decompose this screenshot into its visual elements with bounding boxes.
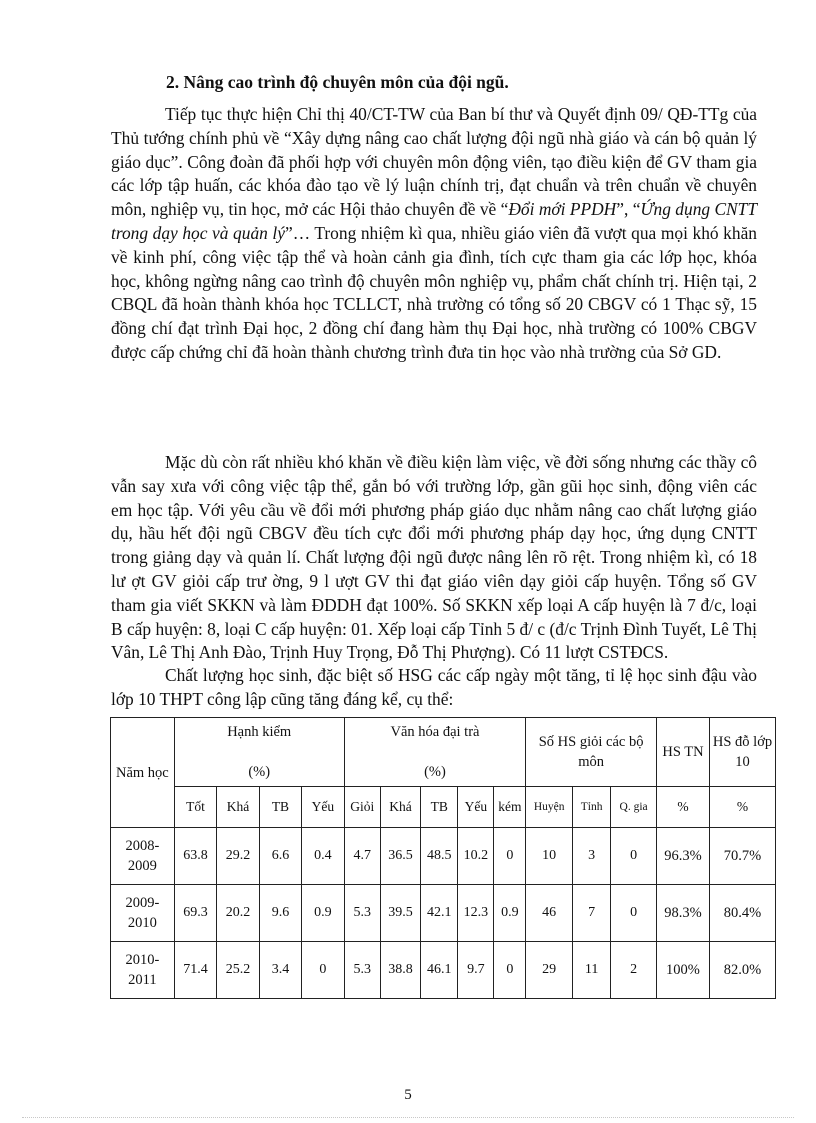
year-cell [111, 828, 175, 885]
subheader-gifted-national: Q. gia [611, 787, 657, 828]
culture-poor-value: 0 [494, 828, 526, 885]
paragraph-student-quality [111, 664, 757, 712]
subheader-gifted-district: Huyện [526, 787, 573, 828]
page-number: 5 [404, 1087, 412, 1103]
conduct-fair-value: 25.2 [217, 942, 259, 999]
table-row [111, 942, 776, 999]
culture-poor-value: 0 [494, 942, 526, 999]
culture-fair-value: 36.5 [380, 828, 420, 885]
student-results-table [110, 717, 776, 999]
table-header-row [111, 718, 776, 787]
conduct-weak-value: 0 [302, 942, 344, 999]
subheader-gifted-province: Tỉnh [573, 787, 611, 828]
subheader-culture-weak: Yếu [458, 787, 494, 828]
conduct-good-value: 71.4 [174, 942, 216, 999]
culture-weak-value: 9.7 [458, 942, 494, 999]
paragraph-2-text: Mặc dù còn rất nhiều khó khăn về điều kiện làm việc, về đời sống nhưng các thầy cô vẫn say xưa với công việc tập thể, gắn bó với trường lớp, gần gũi học sinh, động viên các em học tập. Với yêu cầu về đổi mới phương pháp giáo dục nhằm nâng cao chất lượng giáo dụ, hầu hết đội ngũ CBGV đều tích cực đổi mới phương pháp dạy học, ứng dụng CNTT trong giảng dạy và quản lí. Chất lượng đội ngũ được nâng lên rõ rệt. Trong nhiệm kì, có 18 lư ợt GV giỏi cấp trư ờng, 9 l ượt GV thi đạt giáo viên dạy giỏi cấp huyện. Tổng số GV tham gia viết SKKN và làm ĐDDH đạt 100%. Số SKKN xếp loại A cấp huyện là 7 đ/c, loại B cấp huyện: 8, loại C cấp huyện: 01. Xếp loại cấp Tỉnh 5 đ/ c (đ/c Trịnh Đình Tuyết, Lê Thị Vân, Lê Thị Anh Đào, Trịnh Huy Trọng, Đỗ Thị Phượng). Có 11 lượt CSTĐCS. [111, 452, 757, 663]
year-header: Năm học [111, 718, 175, 828]
culture-poor-value: 0.9 [494, 885, 526, 942]
paragraph-1-text-b: ”, “ [616, 199, 641, 220]
gifted-province-value: 3 [573, 828, 611, 885]
table-row [111, 828, 776, 885]
conduct-fair-value: 29.2 [217, 828, 259, 885]
conduct-header-unit: (%) [248, 764, 271, 780]
conduct-weak-value: 0.4 [302, 828, 344, 885]
gifted-header: Số HS giỏi các bộ môn [526, 718, 657, 787]
subheader-culture-poor: kém [494, 787, 526, 828]
table-subheader-row [111, 787, 776, 828]
gifted-district-value: 29 [526, 942, 573, 999]
culture-header [344, 718, 526, 787]
conduct-header-title: Hạnh kiểm [227, 724, 292, 740]
culture-average-value: 46.1 [421, 942, 458, 999]
subheader-conduct-fair: Khá [217, 787, 259, 828]
subheader-conduct-weak: Yếu [302, 787, 344, 828]
year-cell [111, 885, 175, 942]
conduct-fair-value: 20.2 [217, 885, 259, 942]
gifted-district-value: 46 [526, 885, 573, 942]
culture-excellent-value: 5.3 [344, 885, 380, 942]
subheader-conduct-average: TB [259, 787, 301, 828]
subheader-conduct-good: Tốt [174, 787, 216, 828]
paragraph-3-text: Chất lượng học sinh, đặc biệt số HSG các cấp ngày một tăng, tỉ lệ học sinh đậu vào lớp 10 THPT công lập cũng tăng đáng kể, cụ thể: [111, 665, 757, 709]
gifted-national-value: 0 [611, 885, 657, 942]
gifted-national-value: 2 [611, 942, 657, 999]
subheader-culture-excellent: Giỏi [344, 787, 380, 828]
culture-fair-value: 38.8 [380, 942, 420, 999]
conduct-good-value: 69.3 [174, 885, 216, 942]
culture-excellent-value: 5.3 [344, 942, 380, 999]
subheader-grade10-percent: % [710, 787, 776, 828]
grade10-value: 70.7% [710, 828, 776, 885]
conduct-average-value: 9.6 [259, 885, 301, 942]
italic-topic-ppdh: Đổi mới PPDH [508, 199, 617, 220]
conduct-weak-value: 0.9 [302, 885, 344, 942]
subheader-culture-fair: Khá [380, 787, 420, 828]
culture-weak-value: 10.2 [458, 828, 494, 885]
grade10-value: 82.0% [710, 942, 776, 999]
gifted-district-value: 10 [526, 828, 573, 885]
graduation-value: 98.3% [656, 885, 709, 942]
graduation-value: 96.3% [656, 828, 709, 885]
year-start: 2008- [125, 838, 160, 854]
year-start: 2009- [125, 895, 160, 911]
page-bottom-rule [22, 1117, 794, 1118]
gifted-national-value: 0 [611, 828, 657, 885]
year-start: 2010- [125, 952, 160, 968]
gifted-province-value: 7 [573, 885, 611, 942]
year-end: 2010 [127, 915, 157, 931]
culture-weak-value: 12.3 [458, 885, 494, 942]
paragraph-professional-training [111, 103, 757, 365]
conduct-average-value: 3.4 [259, 942, 301, 999]
grade10-value: 80.4% [710, 885, 776, 942]
year-cell [111, 942, 175, 999]
year-end: 2009 [127, 858, 157, 874]
culture-header-title: Văn hóa đại trà [390, 724, 480, 740]
culture-header-unit: (%) [424, 764, 446, 780]
grade10-header: HS đỗ lớp 10 [710, 718, 776, 787]
conduct-header [174, 718, 344, 787]
graduation-value: 100% [656, 942, 709, 999]
paragraph-1-text-a: Tiếp tục thực hiện Chỉ thị 40/CT-TW của Ban bí thư và Quyết định 09/ QĐ-TTg của Thủ tướng chính phủ về “Xây dựng nâng cao chất lượng đội ngũ nhà giáo và cán bộ quản lý giáo dục”. Công đoàn đã phối hợp với chuyên môn động viên, tạo điều kiện để GV tham gia các lớp tập huấn, các khóa đào tạo về lý luận chính trị, đạt chuẩn và trên chuẩn về chuyên môn, nghiệp vụ, tin học, mở các Hội thảo chuyên đề về “ [111, 104, 757, 220]
culture-excellent-value: 4.7 [344, 828, 380, 885]
italic-topic-cntt: Ứng dụng CNTT trong dạy học và quản lý [111, 199, 758, 243]
year-end: 2011 [128, 972, 157, 988]
paragraph-1-text-c: ”… Trong nhiệm kì qua, nhiều giáo viên đã vượt qua mọi khó khăn về kinh phí, công việc tập thể và hoàn cảnh gia đình, tích cực tham gia các lớp học, khóa học, không ngừng nâng cao trình độ chuyên môn nghiệp vụ, phẩm chất chính trị. Hiện tại, 2 CBQL đã hoàn thành khóa học TCLLCT, nhà trường có tổng số 20 CBGV có 1 Thạc sỹ, 15 đồng chí đạt trình Đại học, 2 đồng chí đang hàm thụ Đại học, nhà trường có 100% CBGV được cấp chứng chỉ đã hoàn thành chương trình đưa tin học vào nhà trường của Sở GD. [111, 222, 757, 362]
culture-average-value: 48.5 [421, 828, 458, 885]
graduation-header: HS TN [656, 718, 709, 787]
culture-fair-value: 39.5 [380, 885, 420, 942]
conduct-average-value: 6.6 [259, 828, 301, 885]
table-row [111, 885, 776, 942]
paragraph-teaching-quality [111, 451, 757, 665]
conduct-good-value: 63.8 [174, 828, 216, 885]
culture-average-value: 42.1 [421, 885, 458, 942]
gifted-province-value: 11 [573, 942, 611, 999]
section-heading: 2. Nâng cao trình độ chuyên môn của đội ngũ. [166, 72, 509, 92]
subheader-graduation-percent: % [656, 787, 709, 828]
subheader-culture-average: TB [421, 787, 458, 828]
